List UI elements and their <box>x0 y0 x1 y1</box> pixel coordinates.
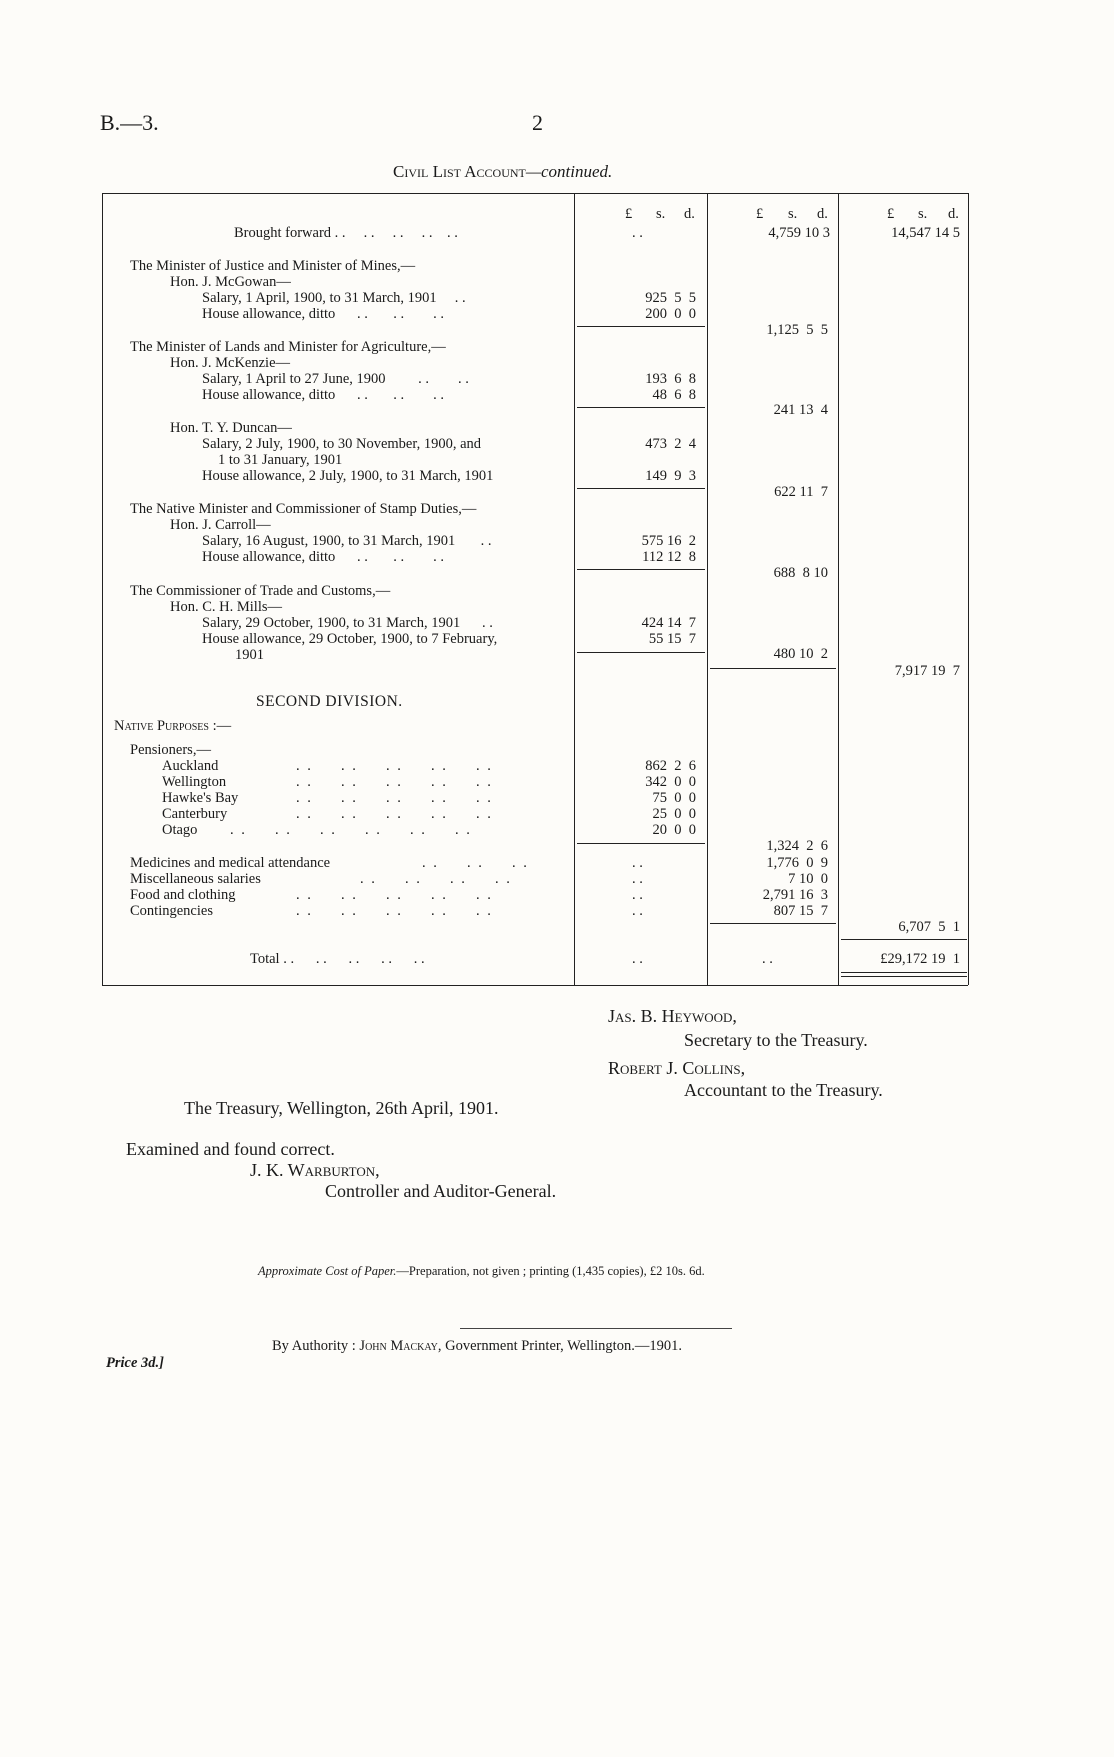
brought-forward-label: Brought forward . . . . . . . . . . <box>234 225 458 241</box>
line-amount: 473 2 4 <box>645 436 696 452</box>
line-item: House allowance, ditto . . . . . . <box>202 387 445 403</box>
cost-text: —Preparation, not given ; printing (1,435 copies), £2 10s. 6d. <box>396 1264 705 1278</box>
column-total-rule <box>841 939 967 940</box>
leader-dots: . . . . . . . . . . <box>296 887 493 903</box>
minister-title: The Commissioner of Trade and Customs,— <box>130 583 391 599</box>
price-label: Price 3d.] <box>106 1355 164 1371</box>
line-item: Salary, 1 April to 27 June, 1900 . . . . <box>202 371 469 387</box>
pensioner-amount: 25 0 0 <box>652 806 696 822</box>
minister-subtotal: 1,125 5 5 <box>766 322 828 338</box>
collins-name: Robert J. Collins, <box>608 1058 746 1078</box>
other-item-amount: 1,776 0 9 <box>766 855 828 871</box>
line-item-cont: 1901 <box>235 647 264 663</box>
subtotal-rule <box>577 488 705 489</box>
header-pounds: £ <box>887 206 895 222</box>
leader-dots: . . <box>632 903 643 919</box>
double-rule <box>841 976 967 977</box>
grand-total-amount: £29,172 19 1 <box>880 951 960 967</box>
subtotal-rule <box>577 843 705 844</box>
line-amount: 200 0 0 <box>645 306 696 322</box>
table-bottom-rule <box>102 985 968 986</box>
subtotal-rule <box>577 569 705 570</box>
brought-forward-col3: 14,547 14 5 <box>891 225 960 241</box>
heywood-title: Secretary to the Treasury. <box>684 1030 868 1050</box>
pensioner-amount: 342 0 0 <box>645 774 696 790</box>
leader-dots: . . . . . . . . <box>360 871 512 887</box>
collins-title: Accountant to the Treasury. <box>684 1080 883 1100</box>
grand-total-label: Total . . . . . . . . . . <box>250 951 425 967</box>
subtotal-rule <box>577 407 705 408</box>
leader-dots: . . . . . . . . . . <box>296 758 493 774</box>
warburton-title: Controller and Auditor-General. <box>325 1181 557 1201</box>
minister-name: Hon. J. Carroll— <box>170 517 271 533</box>
printer-authority: By Authority : John Mackay, Government Printer, Wellington.—1901. <box>272 1338 682 1354</box>
leader-dots: . . <box>632 855 643 871</box>
leader-dots: . . . . . . . . . . <box>296 806 493 822</box>
brought-forward-col2: 4,759 10 3 <box>768 225 830 241</box>
pensioner-place: Otago <box>162 822 198 838</box>
pensioners-label: Pensioners,— <box>130 742 211 758</box>
line-amount: 55 15 7 <box>648 631 696 647</box>
second-division-total: 6,707 5 1 <box>898 919 960 935</box>
title-main: Civil List Account <box>393 162 526 181</box>
page-number: 2 <box>532 110 543 135</box>
header-pounds: £ <box>625 206 633 222</box>
header-pence: d. <box>948 206 959 222</box>
leader-dots: . . <box>762 951 773 967</box>
cost-label: Approximate Cost of Paper. <box>258 1264 397 1278</box>
header-shillings: s. <box>918 206 928 222</box>
place-date: The Treasury, Wellington, 26th April, 1901. <box>184 1098 499 1118</box>
pensioner-place: Canterbury <box>162 806 228 822</box>
pensioner-amount: 20 0 0 <box>652 822 696 838</box>
leader-dots: . . . . . . . . . . <box>296 790 493 806</box>
column-total-rule <box>710 923 836 924</box>
footer-rule <box>460 1328 732 1329</box>
leader-dots: . . <box>632 225 643 241</box>
line-item: House allowance, ditto . . . . . . <box>202 549 445 565</box>
column-divider-3 <box>838 193 839 985</box>
leader-dots: . . <box>632 951 643 967</box>
leader-dots: . . . . . . . . . . <box>296 903 493 919</box>
minister-title: The Native Minister and Commissioner of Stamp Duties,— <box>130 501 477 517</box>
line-amount: 575 16 2 <box>641 533 696 549</box>
header-pence: d. <box>684 206 695 222</box>
column-divider-2 <box>707 193 708 985</box>
line-amount: 925 5 5 <box>645 290 696 306</box>
subtotal-rule <box>577 652 705 653</box>
line-item: Salary, 16 August, 1900, to 31 March, 1901 . . <box>202 533 492 549</box>
line-item: Salary, 29 October, 1900, to 31 March, 1901 . . <box>202 615 493 631</box>
line-amount: 193 6 8 <box>645 371 696 387</box>
pensioner-place: Auckland <box>162 758 219 774</box>
pensioner-place: Hawke's Bay <box>162 790 239 806</box>
line-item: House allowance, 2 July, 1900, to 31 March, 1901 <box>202 468 494 484</box>
column-divider-1 <box>574 193 575 985</box>
leader-dots: . . <box>632 887 643 903</box>
leader-dots: . . . . . . . . . . <box>296 774 493 790</box>
other-item-amount: 807 15 7 <box>773 903 828 919</box>
line-amount: 149 9 3 <box>645 468 696 484</box>
header-pence: d. <box>817 206 828 222</box>
pensioners-total: 1,324 2 6 <box>766 838 828 854</box>
line-amount: 48 6 8 <box>652 387 696 403</box>
other-item-label: Miscellaneous salaries <box>130 871 261 887</box>
native-purposes-heading: Native Purposes :— <box>114 718 232 734</box>
minister-subtotal: 688 8 10 <box>773 565 828 581</box>
pensioner-amount: 75 0 0 <box>652 790 696 806</box>
leader-dots: . . <box>632 871 643 887</box>
line-item: House allowance, ditto . . . . . . <box>202 306 445 322</box>
minister-title: The Minister of Lands and Minister for Agriculture,— <box>130 339 446 355</box>
second-division-heading: SECOND DIVISION. <box>256 693 403 710</box>
other-item-amount: 2,791 16 3 <box>762 887 828 903</box>
pensioner-amount: 862 2 6 <box>645 758 696 774</box>
minister-name: Hon. T. Y. Duncan— <box>170 420 292 436</box>
table-left-border <box>102 193 103 985</box>
line-amount: 424 14 7 <box>641 615 696 631</box>
table-right-border <box>968 193 969 985</box>
minister-title: The Minister of Justice and Minister of Mines,— <box>130 258 416 274</box>
minister-subtotal: 480 10 2 <box>773 646 828 662</box>
leader-dots: . . . . . . . . . . . . <box>230 822 472 838</box>
document-ref: B.—3. <box>100 110 159 135</box>
subtotal-rule <box>577 326 705 327</box>
table-title <box>393 162 612 182</box>
leader-dots: . . . . . . <box>422 855 529 871</box>
other-item-label: Medicines and medical attendance <box>130 855 331 871</box>
heywood-name: Jas. B. Heywood, <box>608 1006 737 1026</box>
header-shillings: s. <box>656 206 666 222</box>
header-shillings: s. <box>788 206 798 222</box>
line-item: Salary, 2 July, 1900, to 30 November, 1900, and <box>202 436 482 452</box>
minister-subtotal: 622 11 7 <box>774 484 828 500</box>
line-item: House allowance, 29 October, 1900, to 7 February, <box>202 631 498 647</box>
cost-note <box>258 1264 705 1279</box>
title-suffix: —continued. <box>525 162 613 181</box>
other-item-label: Food and clothing <box>130 887 236 903</box>
line-item-cont: 1 to 31 January, 1901 <box>218 452 343 468</box>
pensioner-place: Wellington <box>162 774 227 790</box>
other-item-amount: 7 10 0 <box>788 871 828 887</box>
warburton-name: J. K. Warburton, <box>250 1160 380 1180</box>
double-rule <box>841 972 967 973</box>
header-pounds: £ <box>756 206 764 222</box>
minister-name: Hon. J. McKenzie— <box>170 355 291 371</box>
minister-name: Hon. C. H. Mills— <box>170 599 282 615</box>
examined-statement: Examined and found correct. <box>126 1139 335 1159</box>
minister-subtotal: 241 13 4 <box>773 402 828 418</box>
line-amount: 112 12 8 <box>642 549 696 565</box>
line-item: Salary, 1 April, 1900, to 31 March, 1901 . . <box>202 290 466 306</box>
first-division-total: 7,917 19 7 <box>894 663 960 679</box>
column-total-rule <box>710 668 836 669</box>
other-item-label: Contingencies <box>130 903 213 919</box>
minister-name: Hon. J. McGowan— <box>170 274 291 290</box>
